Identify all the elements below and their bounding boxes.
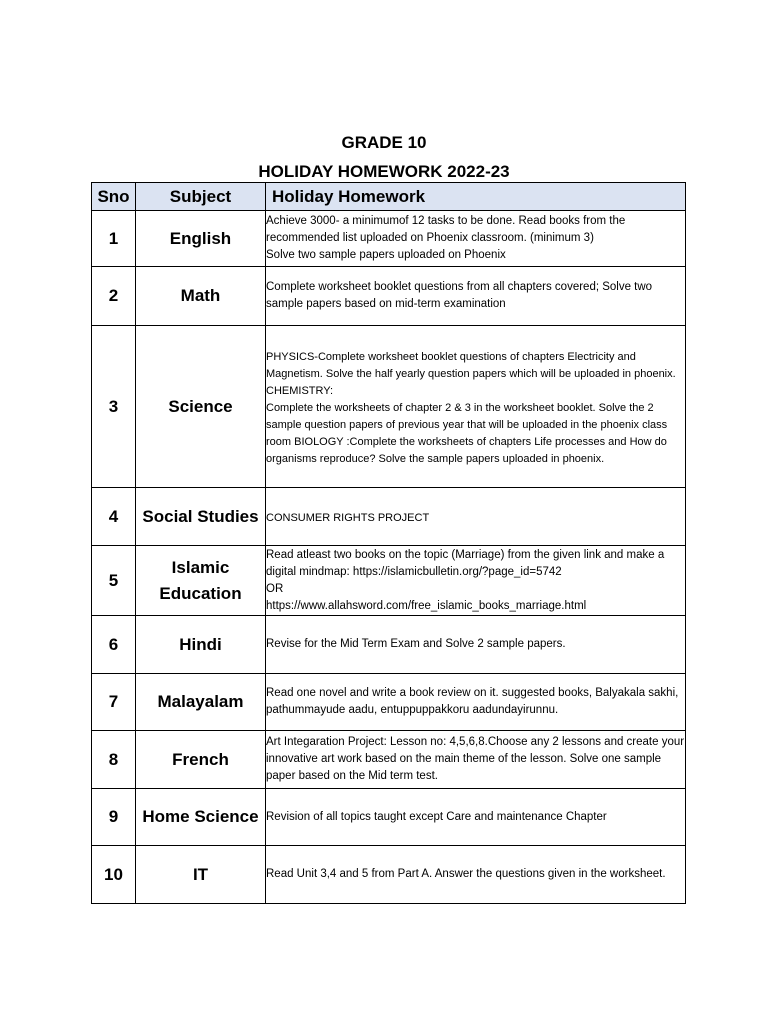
row-sno: 6 bbox=[92, 616, 136, 674]
table-row bbox=[92, 546, 686, 616]
row-homework: Revise for the Mid Term Exam and Solve 2 sample papers. bbox=[266, 616, 686, 674]
row-sno: 8 bbox=[92, 731, 136, 789]
row-sno: 2 bbox=[92, 267, 136, 326]
row-sno: 10 bbox=[92, 846, 136, 904]
row-subject: Social Studies bbox=[136, 488, 266, 546]
row-subject: Malayalam bbox=[136, 674, 266, 731]
table-header-row bbox=[92, 183, 686, 211]
row-homework: Revision of all topics taught except Care and maintenance Chapter bbox=[266, 789, 686, 846]
row-sno: 5 bbox=[92, 546, 136, 616]
document-title: GRADE 10 bbox=[341, 133, 427, 152]
table-row bbox=[92, 211, 686, 267]
row-subject: Home Science bbox=[136, 789, 266, 846]
header-sno: Sno bbox=[92, 183, 136, 211]
table-row bbox=[92, 488, 686, 546]
table-row bbox=[92, 731, 686, 789]
table-row bbox=[92, 326, 686, 488]
row-subject: Hindi bbox=[136, 616, 266, 674]
row-subject: Islamic Education bbox=[136, 546, 266, 616]
table-row bbox=[92, 789, 686, 846]
row-subject: French bbox=[136, 731, 266, 789]
document-subtitle: HOLIDAY HOMEWORK 2022-23 bbox=[258, 162, 510, 181]
row-subject: Math bbox=[136, 267, 266, 326]
table-row bbox=[92, 846, 686, 904]
row-sno: 7 bbox=[92, 674, 136, 731]
row-homework: PHYSICS-Complete worksheet booklet questions of chapters Electricity and Magnetism. Solve the half yearly question papers which will be uploaded in phoenix. CHEMISTRY: Complete the worksheets of chapter 2 & 3 in the worksheet booklet. Solve the 2 sample question papers of previous year that will be uploaded in the phoenix class room BIOLOGY :Complete the worksheets of chapters Life processes and How do organisms reproduce? Solve the sample papers uploaded in phoenix. bbox=[266, 326, 686, 488]
table-row bbox=[92, 616, 686, 674]
row-sno: 3 bbox=[92, 326, 136, 488]
row-homework: Achieve 3000- a minimumof 12 tasks to be done. Read books from the recommended list uploaded on Phoenix classroom. (minimum 3) Solve two sample papers uploaded on Phoenix bbox=[266, 211, 686, 267]
row-subject: English bbox=[136, 211, 266, 267]
row-homework: Read atleast two books on the topic (Marriage) from the given link and make a digital mindmap: https://islamicbulletin.org/?page_id=5742 OR https://www.allahsword.com/free_islamic_books_marriage.html bbox=[266, 546, 686, 616]
row-homework: Read one novel and write a book review on it. suggested books, Balyakala sakhi, pathummayude aadu, entuppuppakkoru aadundayirunnu. bbox=[266, 674, 686, 731]
row-sno: 4 bbox=[92, 488, 136, 546]
row-homework: CONSUMER RIGHTS PROJECT bbox=[266, 488, 686, 546]
header-subject: Subject bbox=[136, 183, 266, 211]
homework-table bbox=[91, 182, 686, 904]
row-homework: Complete worksheet booklet questions from all chapters covered; Solve two sample papers based on mid-term examination bbox=[266, 267, 686, 326]
row-homework: Read Unit 3,4 and 5 from Part A. Answer the questions given in the worksheet. bbox=[266, 846, 686, 904]
row-sno: 1 bbox=[92, 211, 136, 267]
row-sno: 9 bbox=[92, 789, 136, 846]
row-subject: IT bbox=[136, 846, 266, 904]
table-row bbox=[92, 674, 686, 731]
table-row bbox=[92, 267, 686, 326]
row-subject: Science bbox=[136, 326, 266, 488]
row-homework: Art Integaration Project: Lesson no: 4,5,6,8.Choose any 2 lessons and create your innovative art work based on the main theme of the lesson. Solve one sample paper based on the Mid term test. bbox=[266, 731, 686, 789]
header-homework: Holiday Homework bbox=[266, 183, 686, 211]
